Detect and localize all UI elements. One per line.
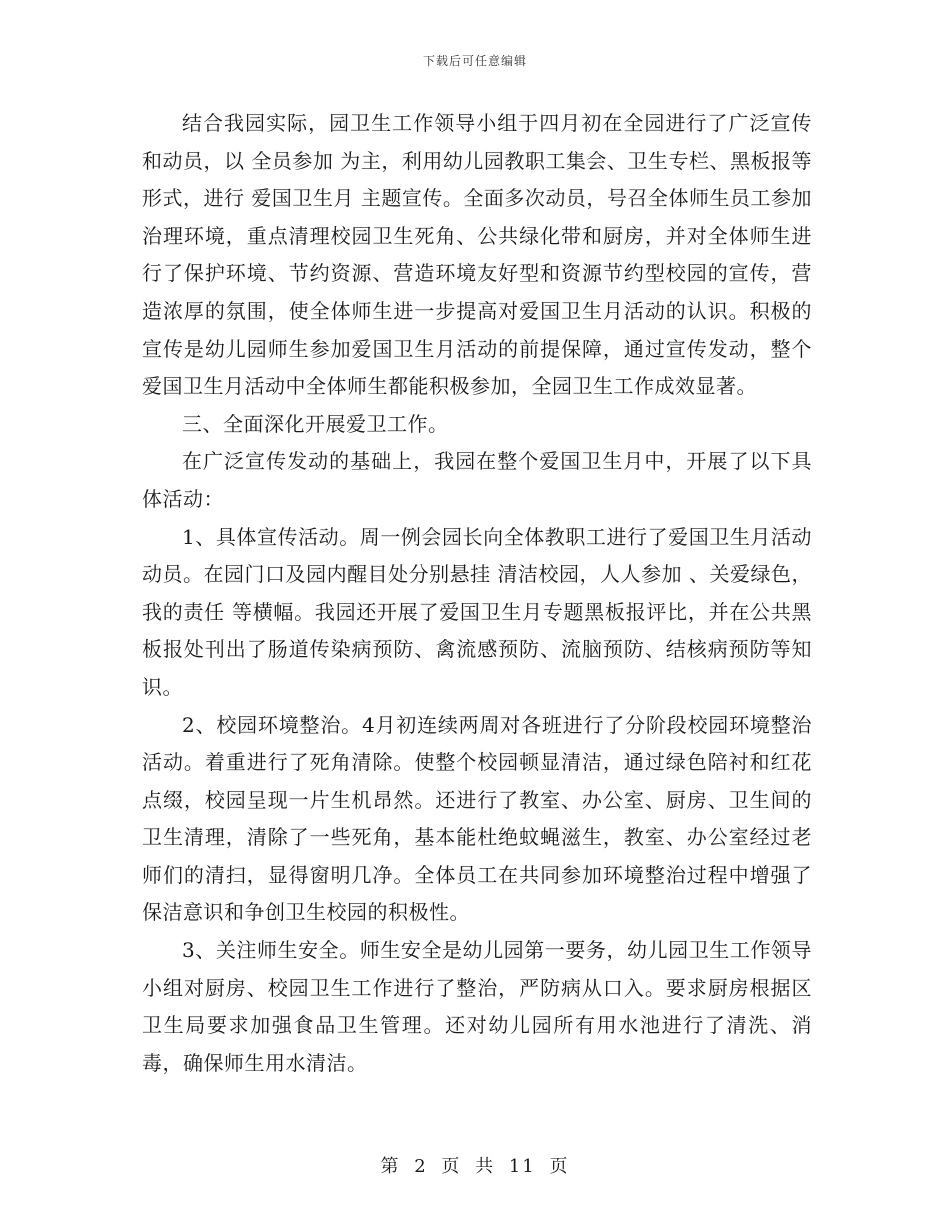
section-heading-3: 三、全面深化开展爱卫工作。 — [182, 411, 449, 436]
paragraph-publicity: 结合我园实际，园卫生工作领导小组于四月初在全园进行了广泛宣传和动员，以 全员参加 为主，利用幼儿园教职工集会、卫生专栏、黑板报等形式，进行 爱国卫生月 主题宣传。全面多次动员，号召全体师生员工参加治理环境，重点清理校园卫生死角、公共绿化带和厨房，并对全体师生进行了保护环境、节约资源、营造环境友好型和资源节约型校园的宣传，营造浓厚的氛围，使全体师生进一步提高对爱国卫生月活动的认识。积极的宣传是幼儿园师生参加爱国卫生月活动的前提保障，通过宣传发动，整个爱国卫生月活动中全体师生都能积极参加，全园卫生工作成效显著。 — [142, 111, 812, 399]
paragraph-item-2: 2、校园环境整治。4月初连续两周对各班进行了分阶段校园环境整治活动。着重进行了死角清除。使整个校园顿显清洁，通过绿色陪衬和红花点缀，校园呈现一片生机昂然。还进行了教室、办公室、厨房、卫生间的卫生清理，清除了一些死角，基本能杜绝蚊蝇滋生，教室、办公室经过老师们的清扫，显得窗明几净。全体员工在共同参加环境整治过程中增强了保洁意识和争创卫生校园的积极性。 — [142, 712, 812, 925]
document-body — [142, 105, 812, 1082]
page-header: 下载后可任意编辑 — [422, 54, 527, 68]
paragraph-item-3: 3、关注师生安全。师生安全是幼儿园第一要务，幼儿园卫生工作领导小组对厨房、校园卫生工作进行了整治，严防病从口入。要求厨房根据区卫生局要求加强食品卫生管理。还对幼儿园所有用水池进行了清洗、消毒，确保师生用水清洁。 — [142, 938, 812, 1075]
page-footer: 第 2 页 共 11 页 — [380, 1156, 570, 1177]
paragraph-activities-intro: 在广泛宣传发动的基础上，我园在整个爱国卫生月中，开展了以下具体活动： — [142, 449, 812, 511]
paragraph-item-1: 1、具体宣传活动。周一例会园长向全体教职工进行了爱国卫生月活动动员。在园门口及园内醒目处分别悬挂 清洁校园，人人参加 、关爱绿色，我的责任 等横幅。我园还开展了爱国卫生月专题黑板报评比，并在公共黑板报处刊出了肠道传染病预防、禽流感预防、流脑预防、结核病预防等知识。 — [142, 524, 812, 699]
